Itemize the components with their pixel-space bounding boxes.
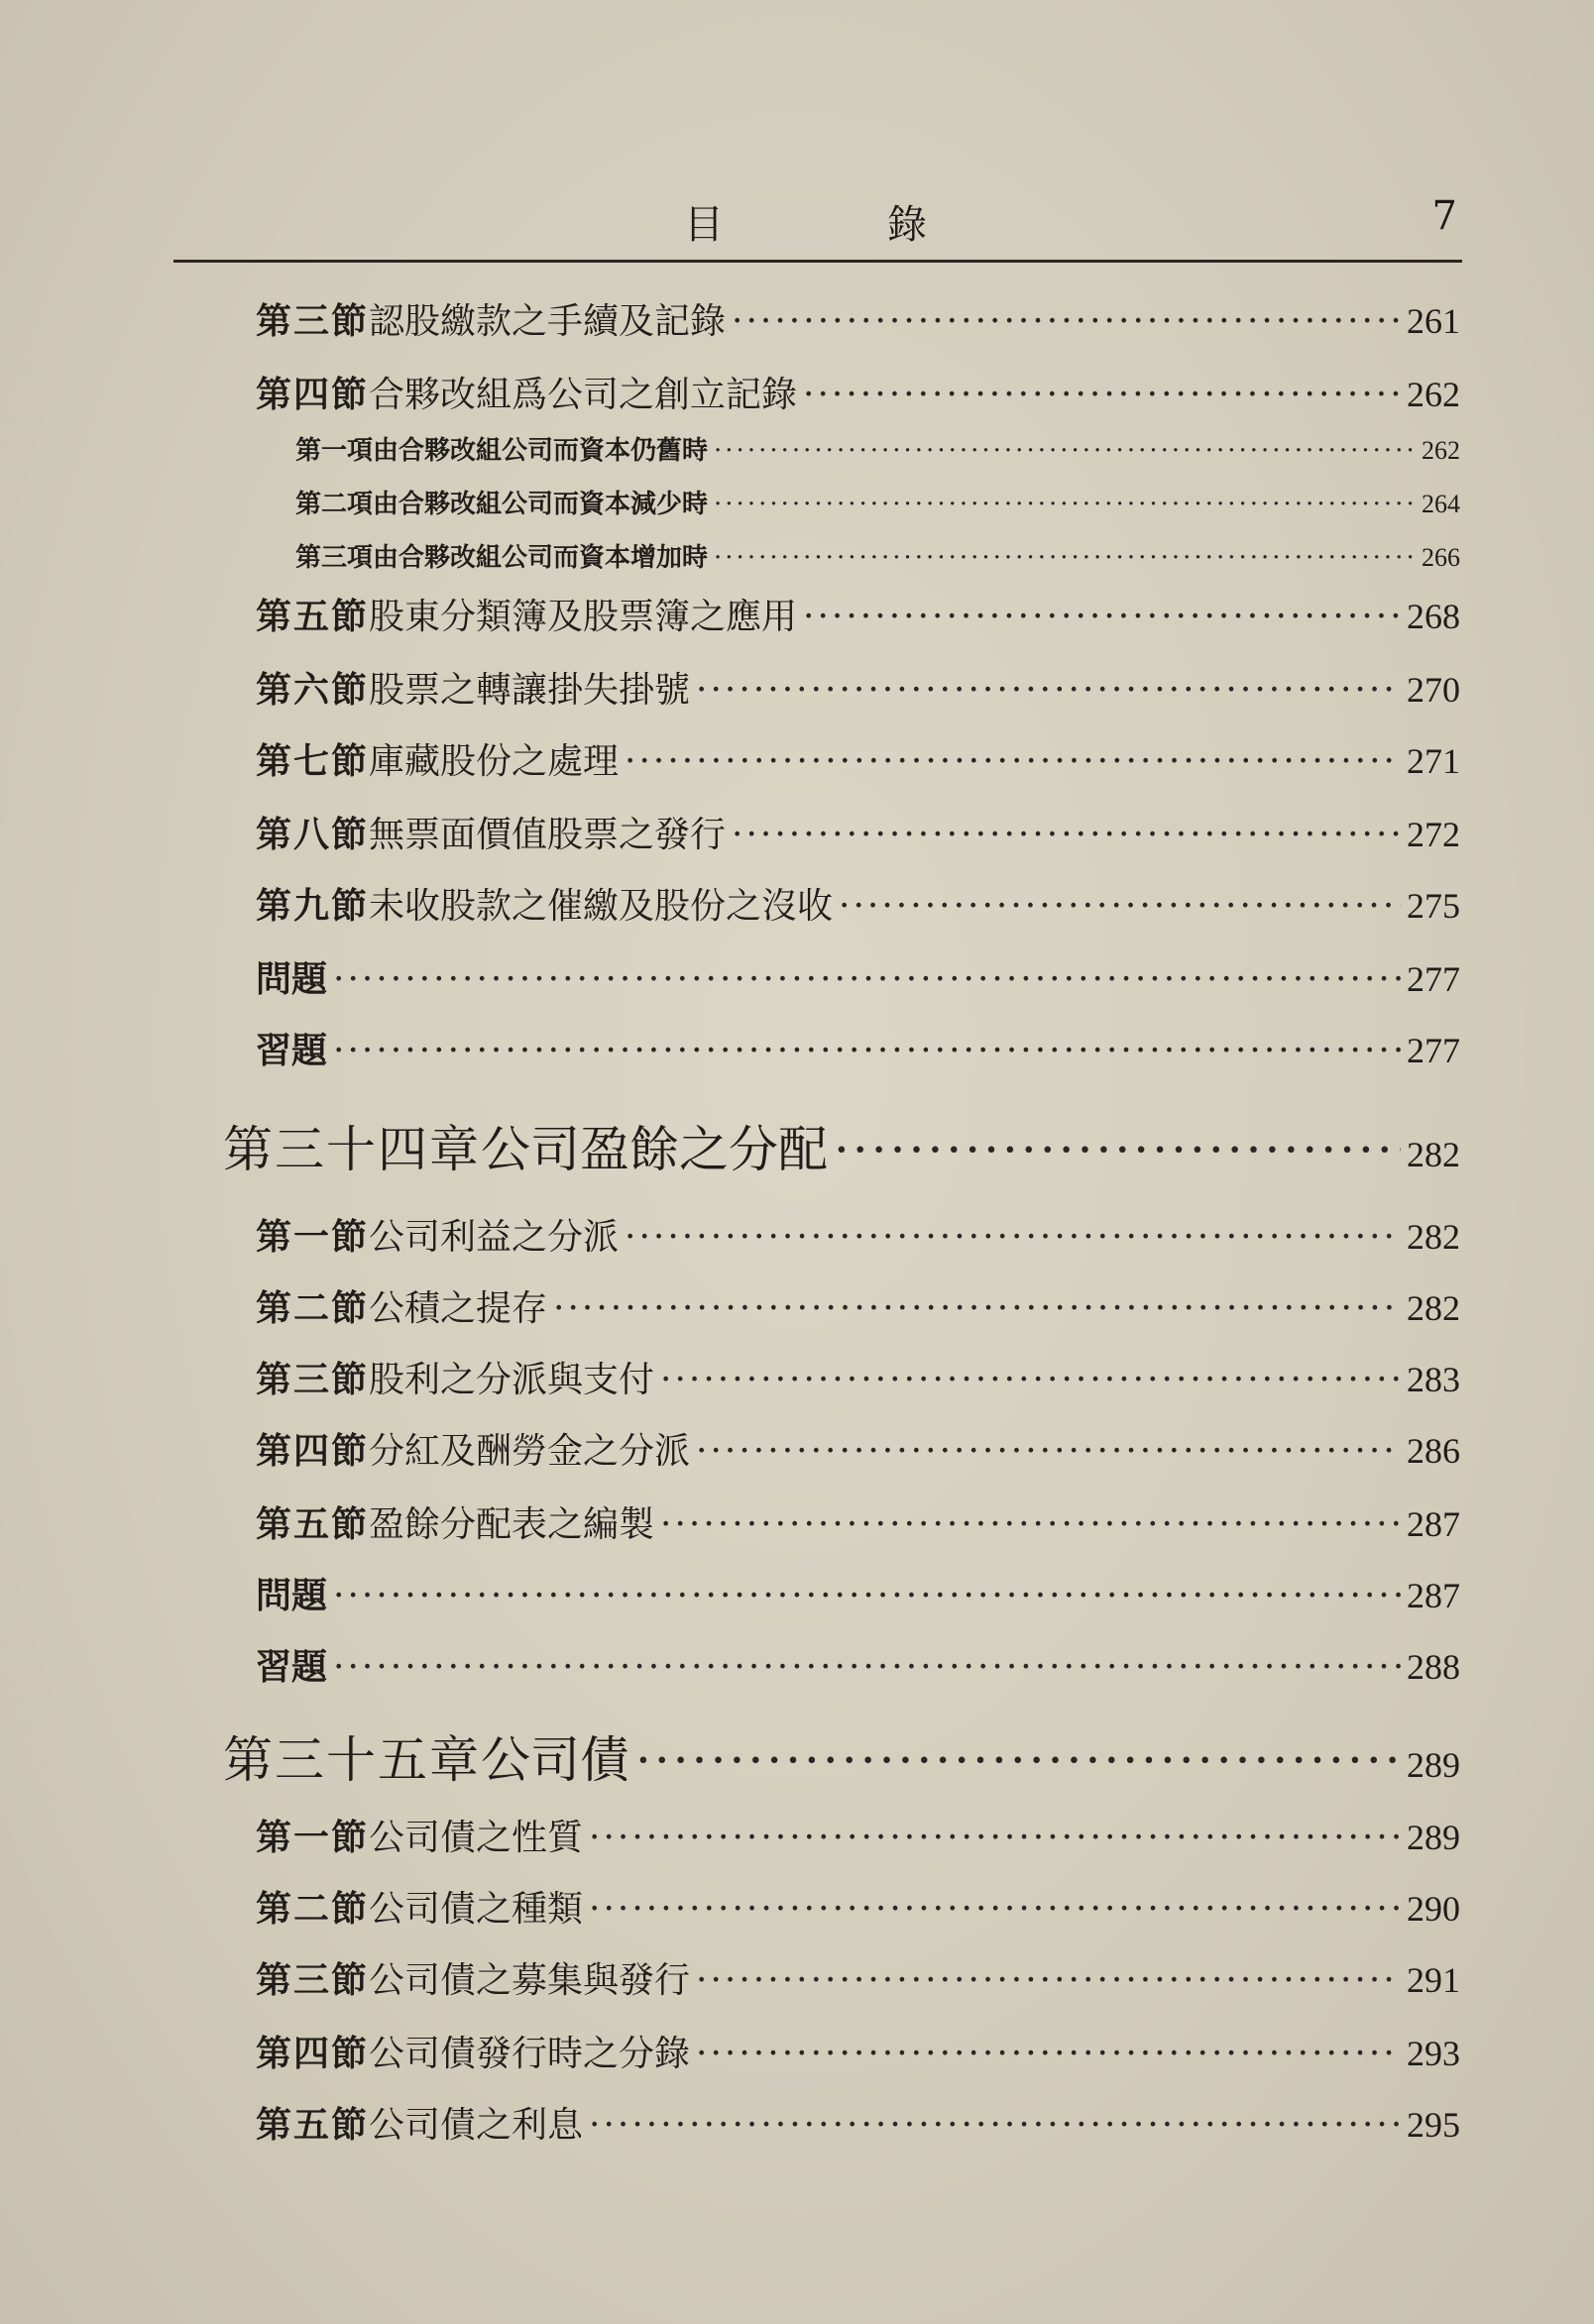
toc-entry[interactable] bbox=[256, 951, 1460, 1002]
entry-title: 股利之分派與支付 bbox=[369, 1360, 655, 1400]
toc-entry[interactable] bbox=[256, 878, 1460, 929]
entry-title: 公積之提存 bbox=[369, 1288, 548, 1329]
dot-leader bbox=[732, 815, 1401, 855]
dot-leader bbox=[589, 2105, 1401, 2146]
entry-title: 庫藏股份之處理 bbox=[369, 741, 620, 782]
dot-leader bbox=[803, 375, 1401, 415]
entry-title: 習題 bbox=[256, 1030, 328, 1071]
entry-page: 289 bbox=[1407, 1818, 1460, 1857]
entry-page: 262 bbox=[1407, 375, 1460, 414]
entry-title: 公司債之利息 bbox=[369, 2105, 584, 2146]
toc-entry[interactable] bbox=[256, 2097, 1460, 2148]
entry-number: 第六節 bbox=[256, 669, 370, 711]
entry-number: 第五節 bbox=[256, 596, 370, 637]
entry-page: 287 bbox=[1407, 1576, 1460, 1615]
dot-leader bbox=[696, 1960, 1401, 2001]
entry-title: 無票面價值股票之發行 bbox=[369, 815, 727, 855]
dot-leader bbox=[839, 886, 1401, 927]
toc-entry[interactable] bbox=[256, 1352, 1460, 1402]
entry-title: 股票之轉讓掛失掛號 bbox=[369, 670, 691, 711]
chapter-title: 公司盈餘之分配 bbox=[481, 1121, 828, 1178]
entry-page: 282 bbox=[1407, 1288, 1460, 1328]
entry-page: 291 bbox=[1407, 1960, 1460, 2000]
entry-page: 289 bbox=[1407, 1745, 1460, 1785]
dot-leader bbox=[714, 436, 1416, 466]
entry-title: 習題 bbox=[256, 1646, 328, 1688]
entry-page: 262 bbox=[1422, 436, 1460, 465]
entry-title: 公司債之募集與發行 bbox=[369, 1960, 691, 2001]
entry-page: 277 bbox=[1407, 1031, 1460, 1070]
entry-number: 第七節 bbox=[256, 740, 370, 782]
dot-leader bbox=[333, 1647, 1401, 1688]
entry-page: 261 bbox=[1407, 301, 1460, 341]
entry-title: 盈餘分配表之編製 bbox=[369, 1504, 655, 1545]
dot-leader bbox=[696, 1431, 1401, 1472]
toc-chapter[interactable] bbox=[223, 1720, 1460, 1792]
toc-entry[interactable] bbox=[295, 537, 1460, 574]
dot-leader bbox=[589, 1818, 1401, 1858]
entry-number: 第五節 bbox=[256, 1503, 370, 1545]
entry-title: 由合夥改組公司而資本仍舊時 bbox=[373, 436, 709, 466]
chapter-title: 公司債 bbox=[481, 1731, 629, 1789]
entry-number: 第一節 bbox=[256, 1216, 370, 1258]
dot-leader bbox=[625, 1217, 1401, 1258]
dot-leader bbox=[732, 301, 1401, 342]
dot-leader bbox=[696, 670, 1401, 711]
dot-leader bbox=[660, 1360, 1401, 1400]
toc-entry[interactable] bbox=[256, 662, 1460, 713]
toc-entry[interactable] bbox=[256, 1280, 1460, 1331]
entry-number: 第二節 bbox=[256, 1888, 370, 1930]
entry-page: 271 bbox=[1407, 741, 1460, 781]
entry-number: 第四節 bbox=[256, 2033, 370, 2074]
running-header bbox=[173, 193, 1457, 253]
dot-leader bbox=[625, 741, 1401, 782]
dot-leader bbox=[714, 543, 1416, 573]
dot-leader bbox=[553, 1288, 1401, 1329]
entry-title: 公司債發行時之分錄 bbox=[369, 2034, 691, 2074]
dot-leader bbox=[333, 1031, 1401, 1071]
entry-number: 第二節 bbox=[256, 1287, 370, 1329]
chapter-number: 第三十四章 bbox=[223, 1121, 481, 1178]
toc-chapter[interactable] bbox=[223, 1110, 1460, 1181]
entry-number: 第三項 bbox=[295, 543, 374, 573]
entry-page: 290 bbox=[1407, 1889, 1460, 1929]
entry-title: 認股繳款之手續及記錄 bbox=[369, 301, 727, 342]
toc-entry[interactable] bbox=[256, 293, 1460, 344]
entry-page: 283 bbox=[1407, 1360, 1460, 1399]
entry-page: 270 bbox=[1407, 670, 1460, 710]
dot-leader bbox=[660, 1504, 1401, 1545]
entry-title: 公司債之種類 bbox=[369, 1889, 584, 1930]
entry-title: 公司債之性質 bbox=[369, 1818, 584, 1858]
entry-page: 268 bbox=[1407, 597, 1460, 636]
header-page-number: 7 bbox=[1431, 193, 1457, 239]
toc-entry[interactable] bbox=[256, 1810, 1460, 1860]
toc-entry[interactable] bbox=[256, 1568, 1460, 1618]
header-title: 目錄 bbox=[684, 202, 1090, 248]
entry-page: 264 bbox=[1422, 490, 1460, 518]
entry-title: 合夥改組爲公司之創立記錄 bbox=[369, 375, 798, 415]
toc-entry[interactable] bbox=[256, 2026, 1460, 2076]
toc-entry[interactable] bbox=[256, 589, 1460, 639]
entry-number: 第三節 bbox=[256, 1959, 370, 2001]
entry-title: 由合夥改組公司而資本減少時 bbox=[373, 490, 709, 519]
dot-leader bbox=[714, 490, 1416, 519]
entry-number: 第一項 bbox=[295, 436, 374, 466]
entry-title: 未收股款之催繳及股份之沒收 bbox=[369, 886, 834, 927]
entry-number: 第四節 bbox=[256, 1430, 370, 1472]
entry-page: 275 bbox=[1407, 886, 1460, 926]
dot-leader bbox=[803, 597, 1401, 637]
dot-leader bbox=[589, 1889, 1401, 1930]
toc-entry[interactable] bbox=[256, 367, 1460, 417]
entry-page: 287 bbox=[1407, 1504, 1460, 1544]
entry-page: 286 bbox=[1407, 1431, 1460, 1471]
entry-title: 由合夥改組公司而資本增加時 bbox=[373, 543, 709, 573]
entry-number: 第二項 bbox=[295, 490, 374, 519]
entry-page: 282 bbox=[1407, 1217, 1460, 1257]
entry-number: 第四節 bbox=[256, 374, 370, 415]
entry-number: 第一節 bbox=[256, 1817, 370, 1858]
entry-page: 266 bbox=[1422, 543, 1460, 572]
dot-leader bbox=[834, 1121, 1401, 1178]
entry-title: 分紅及酬勞金之分派 bbox=[369, 1431, 691, 1472]
entry-number: 第三節 bbox=[256, 300, 370, 342]
entry-page: 293 bbox=[1407, 2034, 1460, 2073]
toc-entry[interactable] bbox=[256, 807, 1460, 857]
dot-leader bbox=[635, 1731, 1401, 1789]
toc-entry[interactable] bbox=[256, 1881, 1460, 1932]
entry-number: 第三節 bbox=[256, 1359, 370, 1400]
entry-number: 第九節 bbox=[256, 885, 370, 927]
dot-leader bbox=[333, 959, 1401, 1000]
chapter-number: 第三十五章 bbox=[223, 1731, 481, 1789]
toc-entry[interactable] bbox=[295, 430, 1460, 467]
entry-title: 問題 bbox=[256, 958, 328, 1000]
entry-page: 295 bbox=[1407, 2105, 1460, 2145]
entry-page: 282 bbox=[1407, 1135, 1460, 1174]
toc-entry[interactable] bbox=[256, 1496, 1460, 1547]
toc-entry[interactable] bbox=[256, 1023, 1460, 1073]
toc-entry[interactable] bbox=[256, 1639, 1460, 1690]
toc-entry[interactable] bbox=[256, 1423, 1460, 1474]
dot-leader bbox=[696, 2034, 1401, 2074]
toc-entry[interactable] bbox=[295, 484, 1460, 520]
entry-number: 第五節 bbox=[256, 2104, 370, 2146]
toc-entry[interactable] bbox=[256, 1209, 1460, 1260]
entry-page: 277 bbox=[1407, 959, 1460, 999]
entry-title: 股東分類簿及股票簿之應用 bbox=[369, 597, 798, 637]
header-rule bbox=[173, 260, 1462, 263]
entry-page: 288 bbox=[1407, 1647, 1460, 1687]
toc-entry[interactable] bbox=[256, 733, 1460, 784]
entry-page: 272 bbox=[1407, 815, 1460, 854]
entry-title: 公司利益之分派 bbox=[369, 1217, 620, 1258]
dot-leader bbox=[333, 1576, 1401, 1616]
entry-title: 問題 bbox=[256, 1575, 328, 1616]
toc-entry[interactable] bbox=[256, 1952, 1460, 2003]
entry-number: 第八節 bbox=[256, 814, 370, 855]
